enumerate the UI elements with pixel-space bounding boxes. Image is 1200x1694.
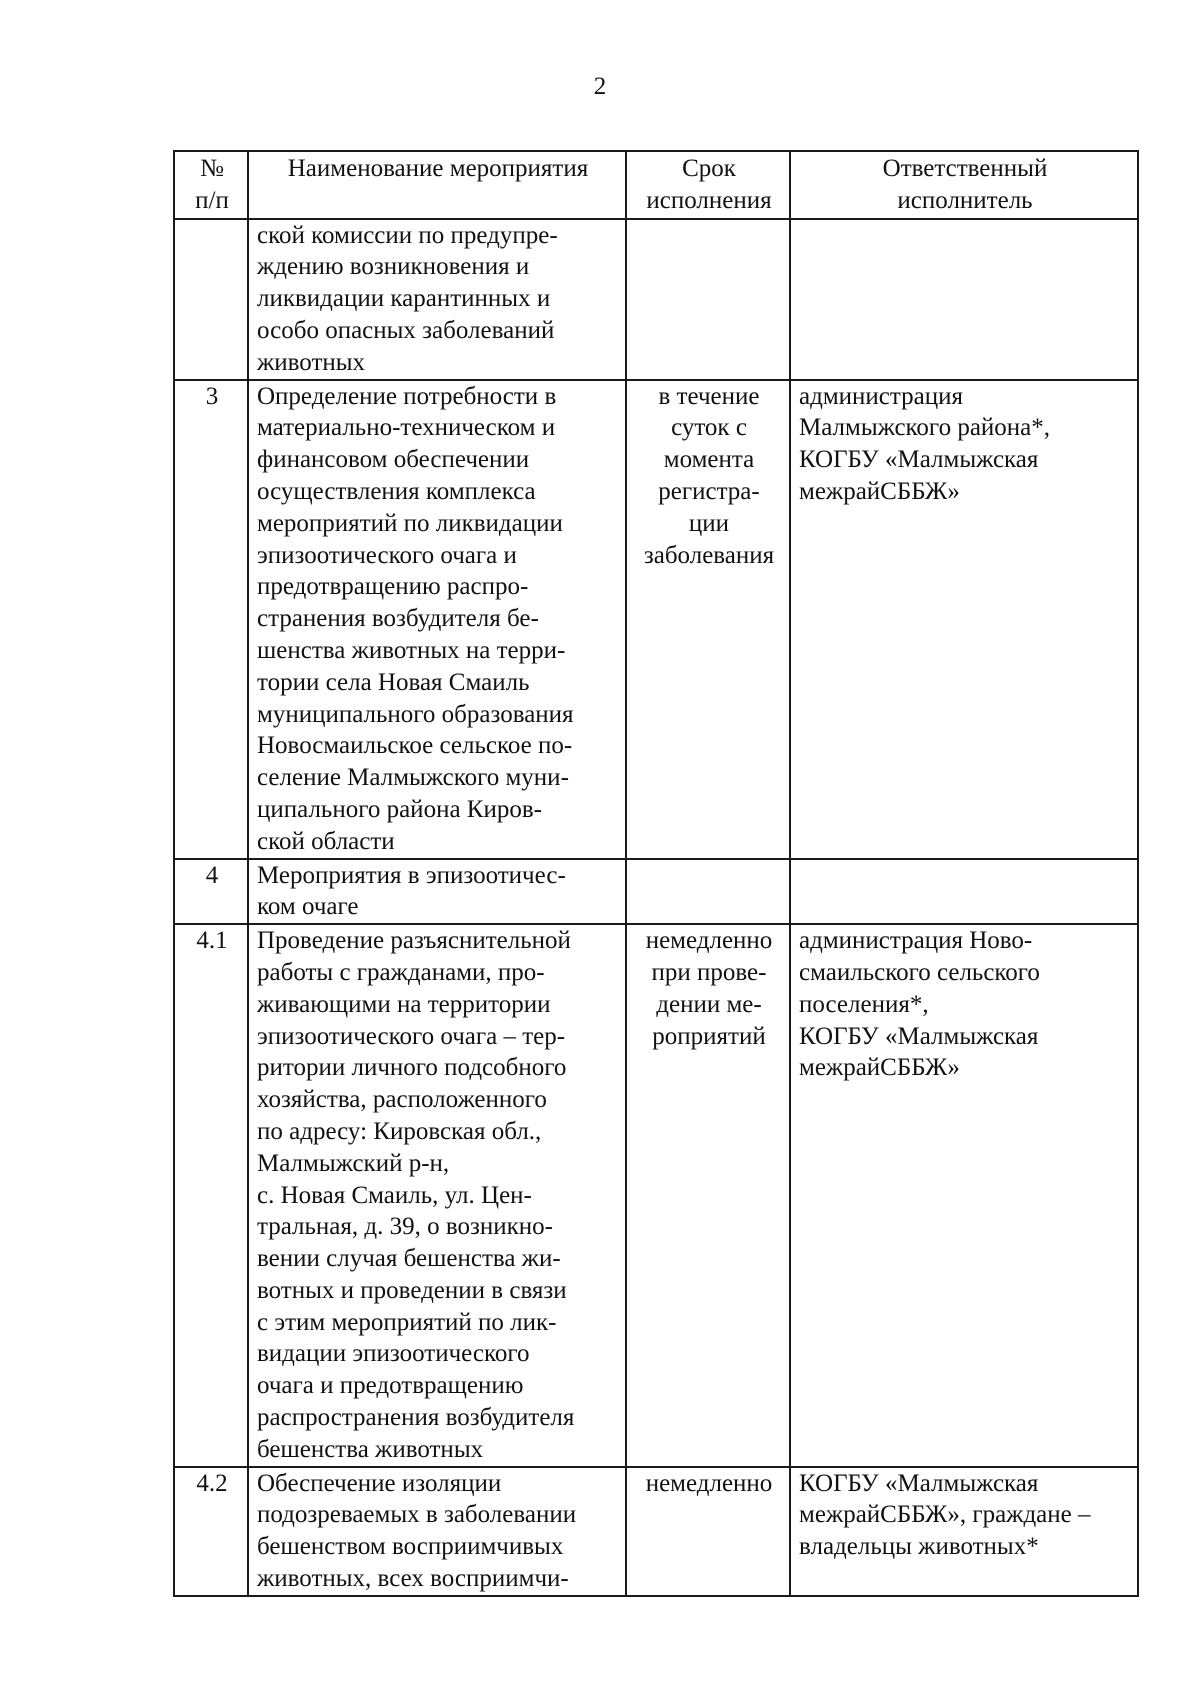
header-number: № п/п	[174, 151, 248, 219]
row-measure-name: Обеспечение изоляции подозреваемых в заболевании бешенством восприимчивых животных, всех восприимчи-	[248, 1467, 626, 1596]
row-measure-name: Проведение разъяснительной работы с гражданами, про- живающими на территории эпизоотического очага – тер- ритории личного подсобного хозяйства, расположенного по адресу: Кировская обл., Малмыжский р-н, с. Новая Смаиль, ул. Цен- тральная, д. 39, о возникно- вении случая бешенства жи- вотных и проведении в связи с этим мероприятий по лик- видации эпизоотического очага и предотвращению распространения возбудителя бешенства животных	[248, 924, 626, 1467]
row-number	[174, 219, 248, 380]
header-measure-name: Наименование мероприятия	[248, 151, 626, 219]
table-row	[174, 219, 1138, 380]
row-deadline: немедленно	[626, 1467, 790, 1596]
table-row	[174, 1467, 1138, 1596]
header-responsible: Ответственный исполнитель	[790, 151, 1138, 219]
row-measure-name: Определение потребности в материально-техническом и финансовом обеспечении осуществления комплекса мероприятий по ликвидации эпизоотического очага и предотвращению распро- странения возбудителя бе- шенства животных на терри- тории села Новая Смаиль муниципального образования Новосмаильское сельское по- селение Малмыжского муни- ципального района Киров- ской области	[248, 380, 626, 859]
row-number: 4	[174, 859, 248, 925]
row-number: 3	[174, 380, 248, 859]
row-responsible	[790, 219, 1138, 380]
table-row	[174, 380, 1138, 859]
measures-table	[173, 150, 1139, 1597]
row-deadline: в течение суток с момента регистра- ции заболевания	[626, 380, 790, 859]
row-measure-name: Мероприятия в эпизоотичес- ком очаге	[248, 859, 626, 925]
row-number: 4.2	[174, 1467, 248, 1596]
row-responsible: администрация Малмыжского района*, КОГБУ «Малмыжская межрайСББЖ»	[790, 380, 1138, 859]
row-deadline	[626, 859, 790, 925]
row-deadline	[626, 219, 790, 380]
page-number: 2	[593, 73, 607, 100]
row-number: 4.1	[174, 924, 248, 1467]
row-responsible: КОГБУ «Малмыжская межрайСББЖ», граждане – владельцы животных*	[790, 1467, 1138, 1596]
table-header-row	[174, 151, 1138, 219]
table-row	[174, 924, 1138, 1467]
row-measure-name: ской комиссии по предупре- ждению возникновения и ликвидации карантинных и особо опасных заболеваний животных	[248, 219, 626, 380]
row-deadline: немедленно при прове- дении ме- роприятий	[626, 924, 790, 1467]
row-responsible	[790, 859, 1138, 925]
header-deadline: Срок исполнения	[626, 151, 790, 219]
table-row	[174, 859, 1138, 925]
row-responsible: администрация Ново- смаильского сельского поселения*, КОГБУ «Малмыжская межрайСББЖ»	[790, 924, 1138, 1467]
